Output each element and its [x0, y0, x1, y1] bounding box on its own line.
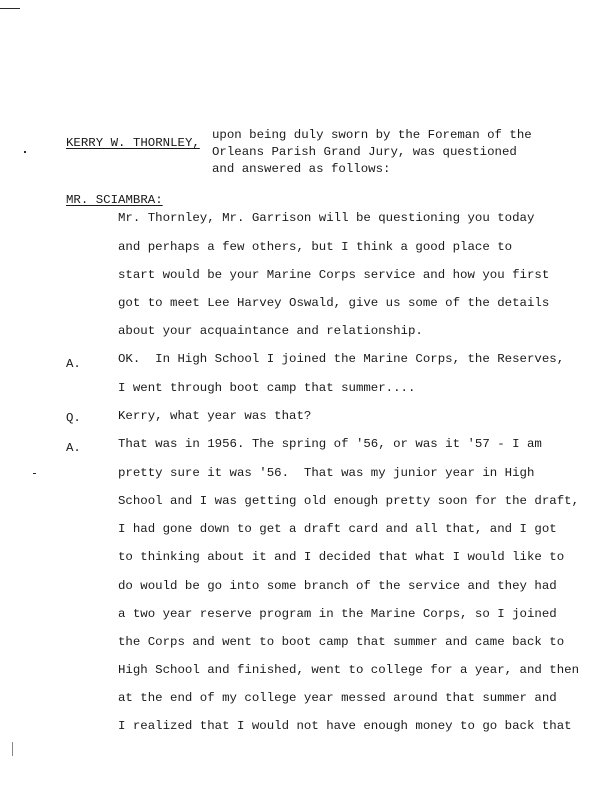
question1-line-1: Mr. Thornley, Mr. Garrison will be questioning you today	[118, 211, 535, 225]
question2-line-1: Kerry, what year was that?	[118, 409, 312, 423]
preamble-line-1: upon being duly sworn by the Foreman of the	[212, 128, 532, 142]
question1-line-5: about your acquaintance and relationship.	[118, 324, 423, 338]
answer2-line-1: That was in 1956. The spring of '56, or was it '57 - I am	[118, 437, 542, 451]
preamble-line-3: and answered as follows:	[212, 162, 391, 176]
answer2-line-8: the Corps and went to boot camp that summer and came back to	[118, 635, 565, 649]
question1-line-3: start would be your Marine Corps service and how you first	[118, 268, 550, 282]
scan-mark-left	[24, 151, 26, 153]
answer2-line-10: at the end of my college year messed around that summer and	[118, 691, 557, 705]
scan-mark-top-left	[0, 8, 20, 9]
answer2-line-11: I realized that I would not have enough money to go back that	[118, 719, 572, 733]
scan-mark-left-2	[33, 473, 36, 474]
witness-name: KERRY W. THORNLEY,	[66, 136, 200, 150]
answer1-line-1: OK. In High School I joined the Marine Corps, the Reserves,	[118, 352, 565, 366]
question1-line-4: got to meet Lee Harvey Oswald, give us some of the details	[118, 296, 550, 310]
answer2-line-2: pretty sure it was '56. That was my junior year in High	[118, 466, 535, 480]
answer1-line-2: I went through boot camp that summer....	[118, 381, 416, 395]
question2-marker: Q.	[66, 411, 81, 425]
scan-mark-bottom	[12, 742, 13, 756]
examiner-label: MR. SCIAMBRA:	[66, 193, 163, 207]
answer2-line-7: a two year reserve program in the Marine Corps, so I joined	[118, 607, 557, 621]
answer2-line-5: to thinking about it and I decided that what I would like to	[118, 550, 565, 564]
answer2-line-3: School and I was getting old enough pretty soon for the draft,	[118, 494, 580, 508]
question1-line-2: and perhaps a few others, but I think a good place to	[118, 240, 513, 254]
answer2-line-6: do would be go into some branch of the service and they had	[118, 579, 557, 593]
answer2-line-4: I had gone down to get a draft card and all that, and I got	[118, 522, 557, 536]
answer2-marker: A.	[66, 441, 81, 455]
answer2-line-9: High School and finished, went to college for a year, and then	[118, 663, 580, 677]
preamble-line-2: Orleans Parish Grand Jury, was questioned	[212, 145, 517, 159]
answer1-marker: A.	[66, 357, 81, 371]
